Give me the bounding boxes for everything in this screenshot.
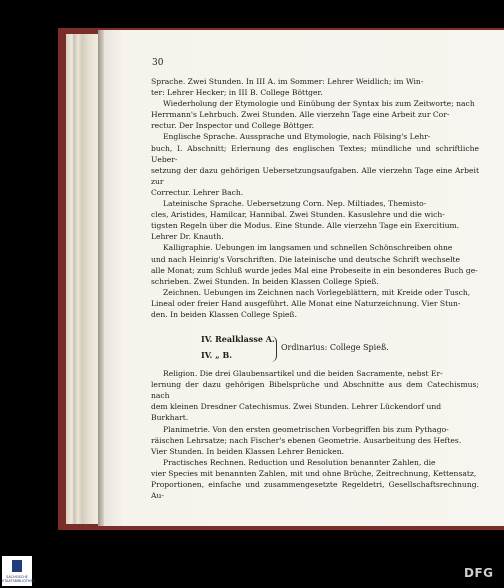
library-logo-icon	[12, 560, 22, 572]
text-line: Religion. Die drei Glaubensartikel und die beiden Sacramente, nebst Er-	[163, 369, 443, 379]
text-line: Kalligraphie. Uebungen im langsamen und schnellen Schönschreiben ohne	[163, 243, 453, 253]
text-line: Proportionen, einfache und zusammengesetzte Regeldetri, Gesellschaftsrechnung. Au-	[151, 480, 479, 501]
page-gutter	[98, 30, 104, 526]
library-logo	[2, 556, 35, 586]
text-line: und nach Heinrig's Vorschriften. Die lateinische und deutsche Schrift wechselte	[151, 254, 461, 264]
text-line: Planimetrie. Von den ersten geometrischen Vorbegriffen bis zum Pythago-	[163, 424, 449, 434]
text-line: Zeichnen. Uebungen im Zeichnen nach Vorlegeblättern, mit Kreide oder Tusch,	[163, 287, 471, 297]
text-line: Vier Stunden. In beiden Klassen Lehrer Benicken.	[151, 446, 345, 456]
library-logo-text: SÄCHSISCHE STAATSBIBLIOTHEK	[2, 575, 35, 583]
page-edges	[66, 34, 100, 524]
text-line: Herrmann's Lehrbuch. Zwei Stunden. Alle vierzehn Tage eine Arbeit zur Cor-	[151, 110, 450, 120]
text-line: Englische Sprache. Aussprache und Etymologie, nach Fölsing's Lehr-	[163, 132, 431, 142]
text-line: Lateinische Sprache. Uebersetzung Corn. Nep. Miltiades, Themisto-	[163, 199, 427, 209]
class-row-2: IV. „ B.	[201, 350, 233, 361]
text-line: setzung der dazu gehörigen Uebersetzungsaufgaben. Alle vierzehn Tage eine Arbeit zur	[151, 165, 479, 186]
text-line: Correctur. Lehrer Bach.	[151, 187, 244, 197]
page-number: 30	[152, 58, 164, 68]
text-line: Sprache. Zwei Stunden. In III A. im Sommer: Lehrer Weidlich; im Win-	[151, 77, 424, 86]
class-row-1: IV. Realklasse A.	[201, 334, 275, 345]
text-line: buch, I. Abschnitt; Erlernung des englischen Textes; mündliche und schriftliche Ueber-	[151, 143, 479, 164]
text-line: schrieben. Zwei Stunden. In beiden Klassen College Spieß.	[151, 276, 379, 286]
page-text	[151, 76, 479, 501]
text-line: vier Species mit benannten Zahlen, mit und ohne Brüche, Zeitrechnung, Kettensatz,	[151, 468, 477, 478]
text-line: Wiederholung der Etymologie und Einübung der Syntax bis zum Zeitworte; nach	[163, 99, 475, 109]
text-line: Lineal oder freier Hand ausgeführt. Alle Monat eine Naturzeichnung. Vier Stun-	[151, 298, 461, 308]
text-line: den. In beiden Klassen College Spieß.	[151, 309, 298, 319]
text-line: dem kleinen Dresdner Catechismus. Zwei Stunden. Lehrer Lückendorf und	[151, 402, 442, 412]
dfg-logo: DFG	[464, 566, 494, 580]
class-heading	[201, 332, 479, 368]
text-line: lernung der dazu gehörigen Bibelsprüche und Abschnitte aus dem Catechismus; nach	[151, 380, 479, 401]
text-line: Practisches Rechnen. Reduction und Resolution benannter Zahlen, die	[163, 457, 436, 467]
ordinarius-label: Ordinarius: College Spieß.	[281, 343, 389, 353]
text-line: Lehrer Dr. Knauth.	[151, 232, 224, 242]
brace	[270, 336, 277, 362]
text-line: rectur. Der Inspector und College Böttger.	[151, 121, 315, 131]
text-line: alle Monat; zum Schluß wurde jedes Mal eine Probeseite in ein besonderes Buch ge-	[151, 265, 478, 275]
text-line: ter: Lehrer Hecker; in III B. College Böttger.	[151, 88, 323, 98]
text-line: Burkhart.	[151, 413, 189, 423]
text-line: tigsten Regeln über die Modus. Eine Stunde. Alle vierzehn Tage ein Exercitium.	[151, 221, 460, 231]
text-line: räischen Lehrsatze; nach Fischer's ebenen Geometrie. Ausarbeitung des Heftes.	[151, 435, 462, 445]
text-line: cles, Aristides, Hamilcar, Hannibal. Zwei Stunden. Kasuslehre und die wich-	[151, 210, 445, 220]
